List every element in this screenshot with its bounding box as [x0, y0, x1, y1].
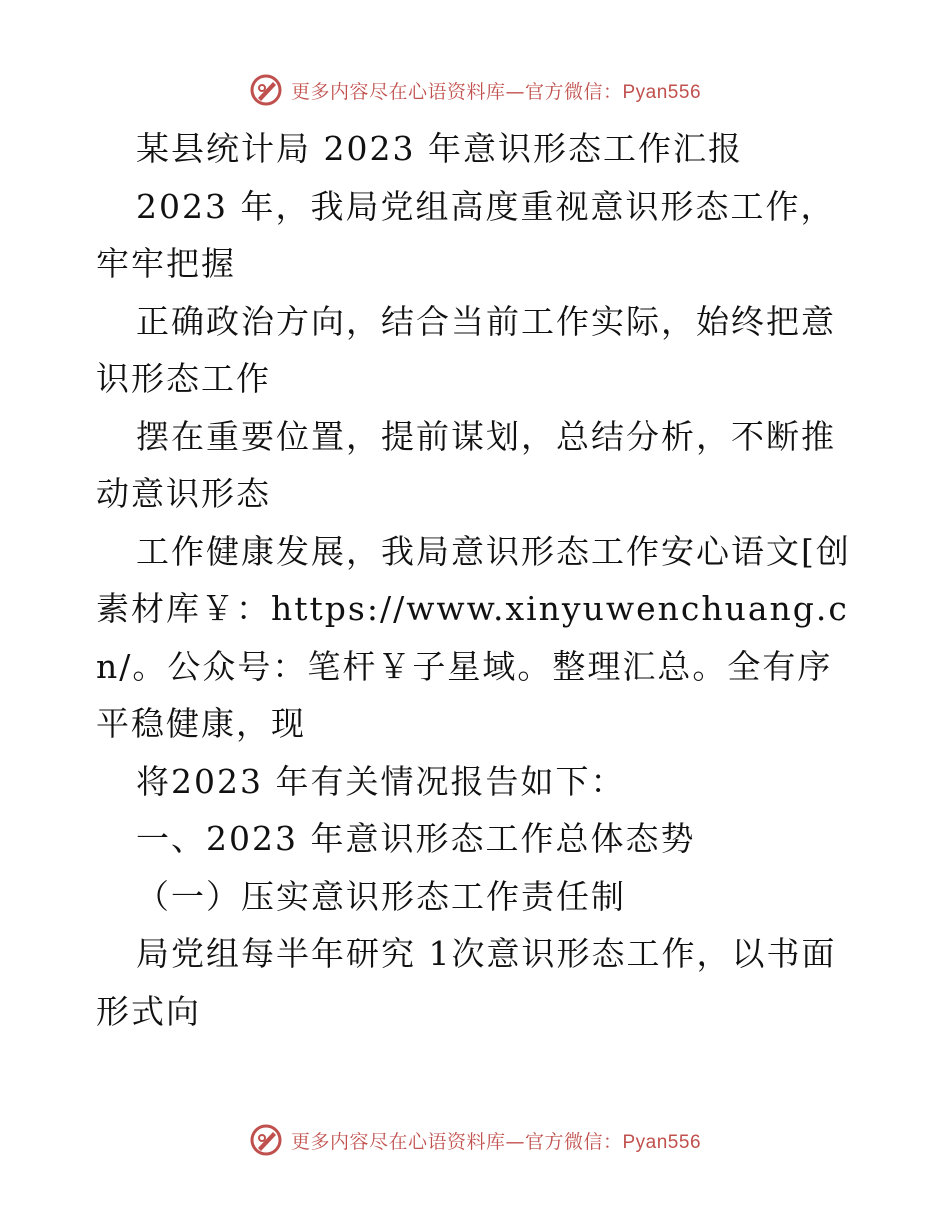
banner-text: [291, 1127, 701, 1154]
banner-prefix: 更多内容尽在心语资料库: [290, 1130, 506, 1153]
paragraph: 工作健康发展，我局意识形态工作安心语文[创素材库￥：https://www.xinyuwenchuang.cn/。公众号：笔杆￥子星域。整理汇总。全有序平稳健康，现: [96, 531, 851, 743]
document-title: 某县统计局 2023 年意识形态工作汇报: [136, 129, 743, 168]
banner-wechat: 官方微信：Pyan556: [525, 81, 702, 103]
subsection-heading: （一）压实意识形态工作责任制: [136, 876, 626, 916]
banner-dash: —: [505, 1130, 525, 1153]
paragraph: 局党组每半年研究 1次意识形态工作，以书面形式向: [96, 934, 837, 1031]
paragraph: 摆在重要位置，提前谋划，总结分析，不断推动意识形态: [96, 416, 836, 513]
footer-watermark-banner: [0, 1120, 950, 1160]
banner-wechat: 官方微信：Pyan556: [525, 1131, 702, 1153]
banner-dash: —: [505, 80, 525, 103]
banner-text: [291, 77, 701, 104]
paragraph: 2023 年，我局党组高度重视意识形态工作，牢牢把握: [96, 186, 836, 283]
header-watermark-banner: [0, 70, 950, 110]
logo-icon: [249, 73, 283, 107]
section-heading: 一、2023 年意识形态工作总体态势: [136, 819, 696, 858]
logo-icon: [249, 1123, 283, 1157]
paragraph: 将2023 年有关情况报告如下：: [136, 761, 626, 801]
paragraph: 正确政治方向，结合当前工作实际，始终把意识形态工作: [96, 301, 836, 398]
banner-prefix: 更多内容尽在心语资料库: [290, 80, 506, 103]
document-body: [96, 120, 856, 1040]
